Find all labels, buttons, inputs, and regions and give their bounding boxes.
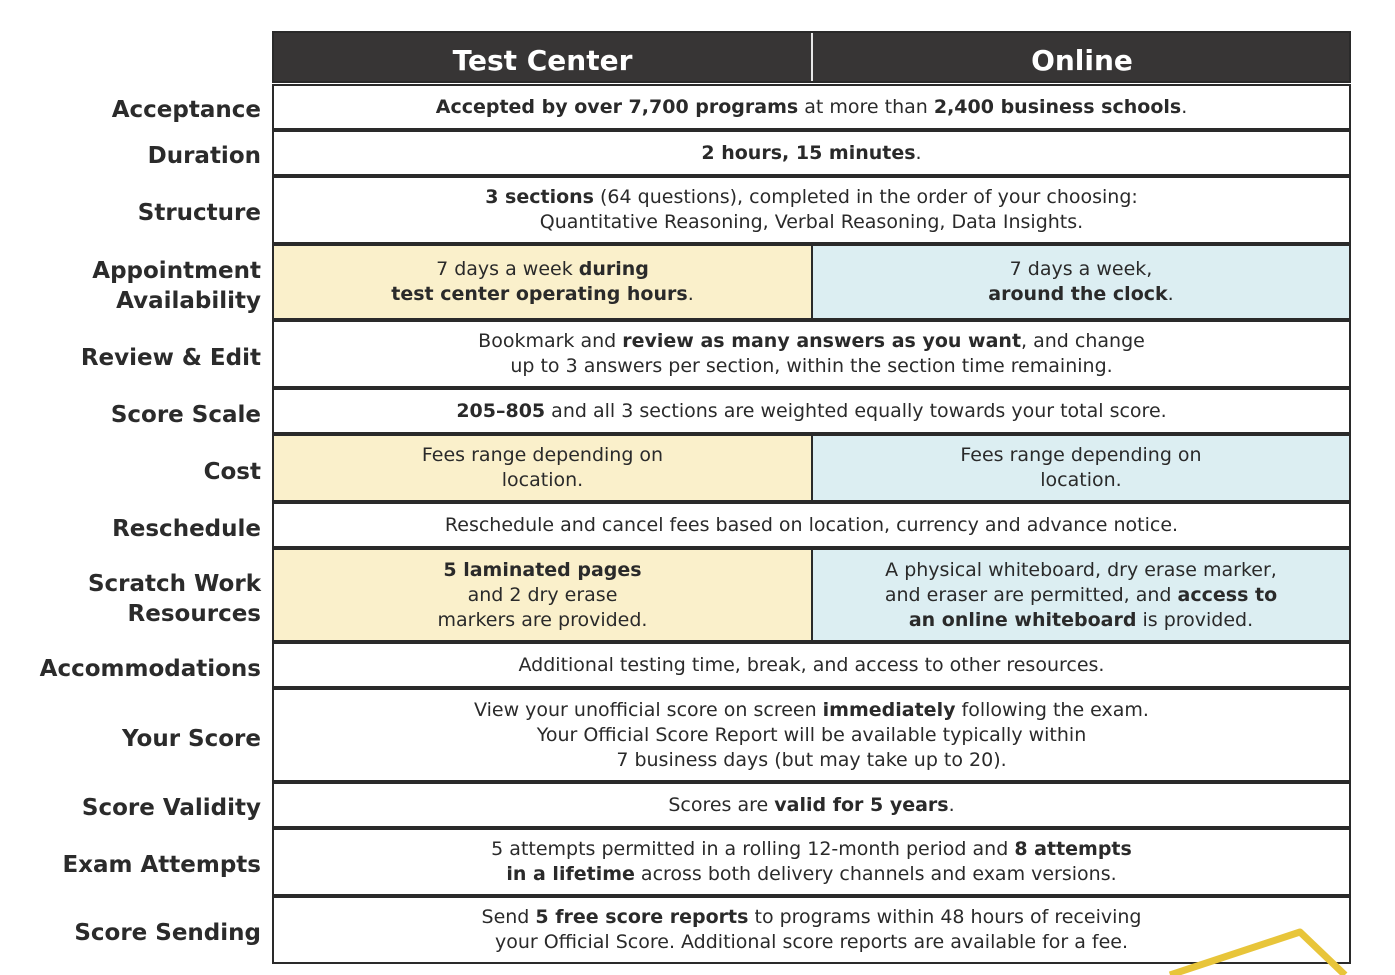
row-score-scale <box>272 388 1351 434</box>
row-structure <box>272 176 1351 244</box>
review-text: Bookmark and review as many answers as you want, and change up to 3 answers per section, within the section time remaining. <box>478 330 1145 377</box>
score-scale-text: 205–805 and all 3 sections are weighted equally towards your total score. <box>456 399 1167 422</box>
row-label-sending: Score Sending <box>74 920 261 946</box>
row-label-cost: Cost <box>203 459 261 485</box>
row-label-validity: Score Validity <box>81 795 261 821</box>
row-label-score-scale: Score Scale <box>110 402 261 428</box>
row-scratch <box>272 548 1351 642</box>
row-label-accommodations: Accommodations <box>39 656 261 682</box>
row-label-appointment: Appointment Availability <box>92 258 261 314</box>
row-acceptance <box>272 84 1351 130</box>
row-label-structure: Structure <box>137 200 261 226</box>
row-label-duration: Duration <box>147 143 261 169</box>
row-label-attempts: Exam Attempts <box>62 852 261 878</box>
row-attempts <box>272 828 1351 896</box>
row-accommodations <box>272 642 1351 688</box>
row-validity <box>272 782 1351 828</box>
your-score-text: View your unofficial score on screen immediately following the exam. Your Official Score Report will be available typically within 7 business days (but may take up to 20). <box>474 698 1149 771</box>
cost-test-center: Fees range depending on location. <box>274 436 811 500</box>
row-reschedule <box>272 502 1351 548</box>
row-duration <box>272 130 1351 176</box>
header-test-center: Test Center <box>452 43 633 77</box>
acceptance-text: Accepted by over 7,700 programs at more than 2,400 business schools. <box>435 95 1188 118</box>
row-appointment <box>272 244 1351 320</box>
sending-text: Send 5 free score reports to programs within 48 hours of receiving your Official Score. Additional score reports are available for a fee. <box>481 906 1142 953</box>
scratch-test-center: 5 laminated pages and 2 dry erase markers are provided. <box>274 550 811 640</box>
structure-text: 3 sections (64 questions), completed in the order of your choosing: Quantitative Reasoning, Verbal Reasoning, Data Insights. <box>485 186 1138 233</box>
duration-text: 2 hours, 15 minutes. <box>701 141 922 164</box>
table-header <box>272 31 1351 83</box>
row-your-score <box>272 688 1351 782</box>
row-label-your-score: Your Score <box>121 726 261 752</box>
gold-accent-shape <box>1160 920 1380 975</box>
row-label-review: Review & Edit <box>80 345 261 371</box>
row-label-scratch: Scratch Work Resources <box>87 571 261 627</box>
appointment-online: 7 days a week, around the clock. <box>813 246 1349 318</box>
validity-text: Scores are valid for 5 years. <box>668 793 955 816</box>
header-online: Online <box>1031 43 1133 77</box>
scratch-online: A physical whiteboard, dry erase marker, and eraser are permitted, and access to an online whiteboard is provided. <box>813 550 1349 640</box>
row-cost <box>272 434 1351 502</box>
row-review <box>272 320 1351 388</box>
accommodations-text: Additional testing time, break, and access to other resources. <box>518 653 1105 676</box>
row-label-acceptance: Acceptance <box>111 97 261 123</box>
cost-online: Fees range depending on location. <box>813 436 1349 500</box>
attempts-text: 5 attempts permitted in a rolling 12-month period and 8 attempts in a lifetime across both delivery channels and exam versions. <box>491 838 1132 885</box>
row-label-reschedule: Reschedule <box>112 516 261 542</box>
appointment-test-center: 7 days a week during test center operating hours. <box>274 246 811 318</box>
reschedule-text: Reschedule and cancel fees based on location, currency and advance notice. <box>444 513 1179 536</box>
